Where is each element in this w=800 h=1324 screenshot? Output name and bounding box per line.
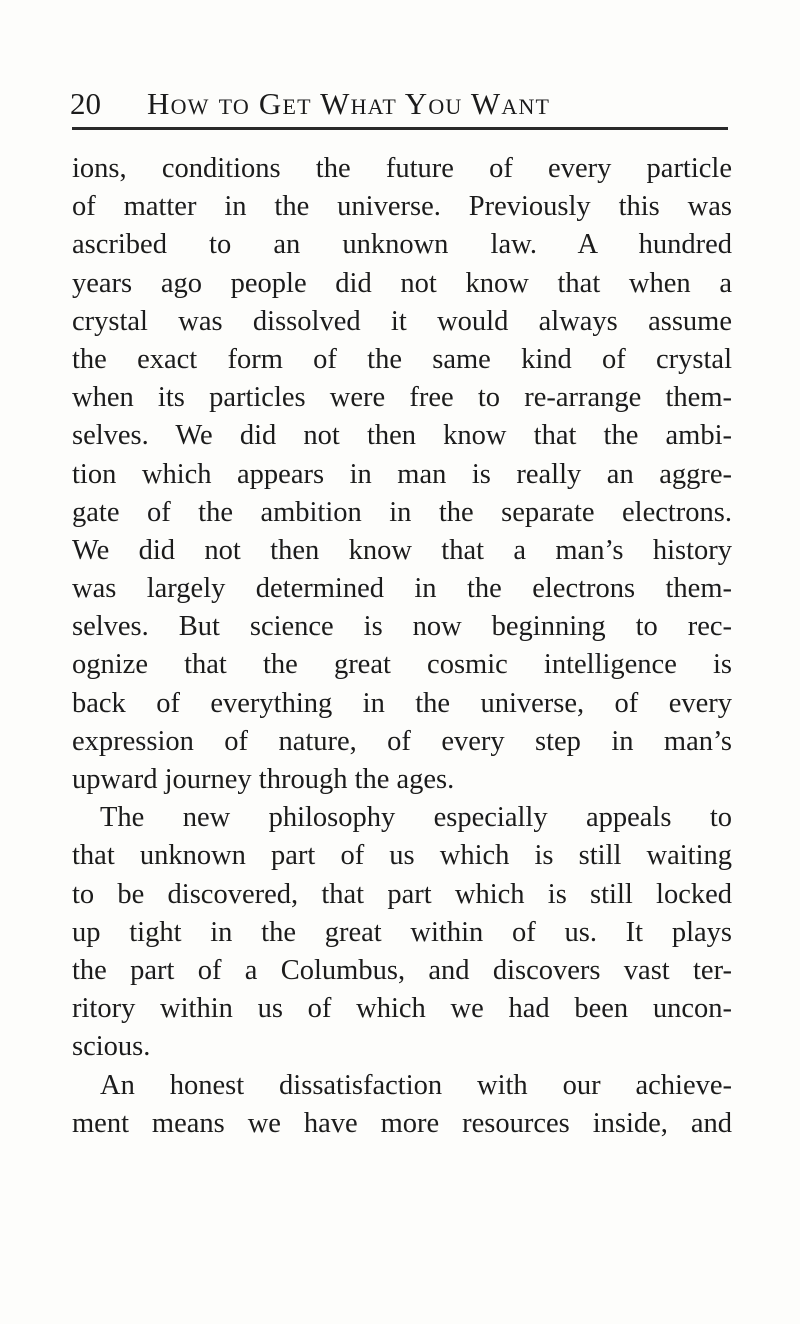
header-rule	[72, 127, 728, 130]
text-line: that unknown part of us which is still waiting	[72, 840, 732, 872]
text-line: of matter in the universe. Previously this was	[72, 191, 732, 223]
text-line: An honest dissatisfaction with our achieve-	[100, 1069, 732, 1101]
text-line: We did not then know that a man’s history	[72, 534, 732, 566]
body-text	[72, 150, 732, 1143]
running-title: How to Get What You Want	[147, 86, 551, 121]
text-line: was largely determined in the electrons them-	[72, 573, 732, 605]
text-line: to be discovered, that part which is still locked	[72, 878, 732, 910]
text-line: tion which appears in man is really an aggre-	[72, 458, 732, 490]
page-number: 20	[70, 86, 101, 121]
text-line: gate of the ambition in the separate electrons.	[72, 496, 732, 528]
text-line: upward journey through the ages.	[72, 764, 455, 795]
text-line: ment means we have more resources inside, and	[72, 1107, 732, 1139]
running-head	[70, 84, 730, 124]
text-line: the part of a Columbus, and discovers vast ter-	[72, 954, 732, 986]
text-line: scious.	[72, 1031, 151, 1063]
text-line: crystal was dissolved it would always assume	[72, 305, 732, 337]
text-line: back of everything in the universe, of every	[72, 687, 732, 719]
text-line: ognize that the great cosmic intelligence is	[72, 649, 732, 681]
text-line: expression of nature, of every step in man’s	[72, 725, 732, 757]
text-line: ritory within us of which we had been uncon-	[72, 993, 732, 1025]
text-line: up tight in the great within of us. It plays	[72, 916, 732, 948]
text-line: when its particles were free to re-arrange them-	[72, 382, 732, 414]
text-line: ions, conditions the future of every particle	[72, 153, 732, 184]
text-line: selves. We did not then know that the ambi-	[72, 420, 732, 452]
text-line: selves. But science is now beginning to rec-	[72, 611, 732, 643]
text-line: years ago people did not know that when a	[72, 267, 732, 299]
text-line: ascribed to an unknown law. A hundred	[72, 229, 732, 261]
text-line: The new philosophy especially appeals to	[100, 802, 732, 834]
text-line: the exact form of the same kind of crystal	[72, 343, 732, 375]
